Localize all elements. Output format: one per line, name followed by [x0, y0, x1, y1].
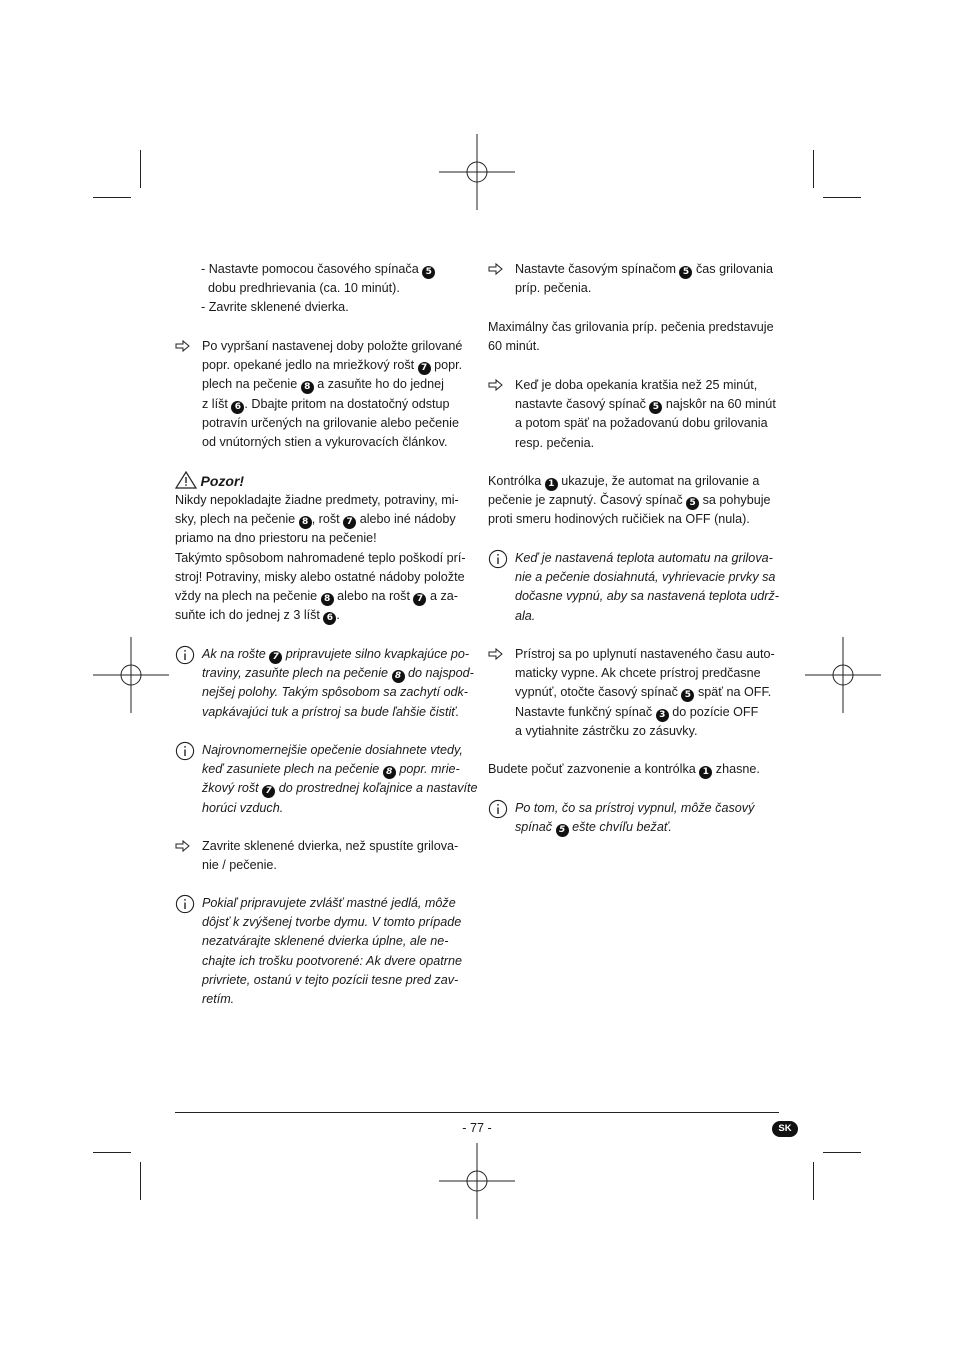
bell-line-1a: Budete počuť zazvonenie a kontrólka: [488, 762, 696, 776]
auto-off-line-1: Prístroj sa po uplynutí nastaveného času auto-: [515, 647, 775, 661]
warning-line-2b: , rošt: [311, 512, 340, 527]
info-icon: [175, 645, 195, 665]
warning-line-1: Nikdy nepokladajte žiadne predmety, potraviny, mi-: [175, 493, 459, 507]
note2-line-3a: žkový rošt: [202, 781, 259, 796]
auto-off-line-3b: späť na OFF.: [697, 685, 772, 700]
warning-line-7a: suňte ich do jednej z 3 líšt: [175, 608, 320, 623]
info-icon: [488, 549, 508, 569]
indicator-line-3: proti smeru hodinových ručičiek na OFF (nula).: [488, 512, 750, 527]
ref-7-icon: 7: [262, 785, 275, 798]
registration-crosshair-left: [93, 637, 169, 713]
warning-line-2a: sky, plech na pečenie: [175, 512, 296, 527]
indicator-line-2b: sa pohybuje: [702, 493, 771, 508]
note4-line-4: ala.: [515, 608, 536, 623]
preheat-step-1b: dobu predhrievania (ca. 10 minút).: [208, 281, 400, 296]
arrow-right-icon: [488, 647, 504, 661]
ref-7-icon: 7: [343, 516, 356, 529]
note5-line-2b: ešte chvíľu bežať.: [572, 820, 672, 835]
preheat-steps: [201, 260, 471, 318]
auto-off-line-5: a vytiahnite zástrčku zo zásuvky.: [515, 723, 698, 738]
place-food-line-4a: z líšt: [202, 396, 228, 411]
ref-8-icon: 8: [299, 516, 312, 529]
crop-mark: [813, 150, 814, 188]
info-icon: [175, 894, 195, 914]
note2-line-2b: popr. mrie-: [399, 762, 460, 777]
crop-mark: [93, 1152, 131, 1153]
set-timer-line-1a: Nastavte časovým spínačom: [515, 262, 676, 276]
preheat-step-1: - Nastavte pomocou časového spínača: [201, 262, 419, 276]
note1-line-1a: Ak na rošte: [202, 647, 266, 661]
note1-line-2b: do najspod-: [408, 666, 474, 681]
note3-line-2: dôjsť k zvýšenej tvorbe dymu. V tomto prípade: [202, 915, 462, 930]
info-icon: [488, 799, 508, 819]
set-timer-line-1b: čas grilovania: [695, 262, 773, 276]
max-time-paragraph: [488, 318, 788, 356]
arrow-right-icon: [175, 839, 191, 853]
language-badge: SK: [772, 1121, 798, 1137]
ref-3-icon: 3: [656, 709, 669, 722]
ref-7-icon: 7: [413, 593, 426, 606]
note3-line-3: nezatvárajte sklenené dvierka úplne, ale ne-: [202, 934, 449, 949]
auto-off-line-2: maticky vypne. Ak chcete prístroj predčasne: [515, 666, 761, 681]
ref-5-icon: 5: [556, 824, 569, 837]
bell-paragraph: [488, 760, 788, 779]
indicator-line-1a: Kontrólka: [488, 474, 542, 488]
note1-line-2a: traviny, zasuňte plech na pečenie: [202, 666, 388, 681]
close-door-line-2: nie / pečenie.: [202, 858, 277, 873]
max-time-line-1: Maximálny čas grilovania príp. pečenia predstavuje: [488, 320, 774, 334]
place-food-line-3b: a zasuňte ho do jednej: [317, 377, 444, 392]
warning-line-6a: vždy na plech na pečenie: [175, 589, 318, 604]
info-icon: [175, 741, 195, 761]
note3-line-6: retím.: [202, 992, 235, 1007]
note1-line-1b: pripravujete silno kvapkajúce po-: [285, 647, 470, 661]
arrow-right-icon: [488, 262, 504, 276]
warning-line-6b: alebo na rošt: [337, 589, 410, 604]
ref-5-icon: 5: [679, 266, 692, 279]
arrow-right-icon: [488, 378, 504, 392]
info-note-3: [175, 894, 475, 1009]
note1-line-3: nejšej polohy. Takým spôsobom sa zachytí odk-: [202, 685, 468, 700]
place-food-line-2a: popr. opekané jedlo na mriežkový rošt: [202, 358, 415, 373]
note1-line-4: vapkávajúci tuk a prístroj sa bude ľahšie čistiť.: [202, 704, 460, 719]
info-note-5: [488, 799, 788, 837]
registration-crosshair-right: [805, 637, 881, 713]
short-time-line-1: Keď je doba opekania kratšia než 25 minút,: [515, 378, 758, 392]
indicator-paragraph: [488, 472, 788, 530]
note4-line-2: nie a pečenie dosiahnutá, vyhrievacie prvky sa: [515, 570, 776, 585]
warning-line-7b: .: [336, 608, 340, 623]
ref-6-icon: 6: [323, 612, 336, 625]
info-note-4: [488, 549, 788, 626]
ref-8-icon: 8: [383, 766, 396, 779]
close-door-line-1: Zavrite sklenené dvierka, než spustíte grilova-: [202, 839, 459, 853]
indicator-line-1b: ukazuje, že automat na grilovanie a: [561, 474, 760, 488]
short-time-line-4: resp. pečenia.: [515, 435, 595, 450]
preheat-step-2: - Zavrite sklenené dvierka.: [201, 300, 349, 315]
footer-divider: [175, 1112, 779, 1113]
bell-line-1b: zhasne.: [715, 762, 760, 776]
note4-line-1: Keď je nastavená teplota automatu na grilova-: [515, 551, 773, 565]
warning-line-2c: alebo iné nádoby: [359, 512, 456, 527]
registration-crosshair-bottom: [439, 1143, 515, 1219]
place-food-line-5: potravín určených na grilovanie alebo pečenie: [202, 415, 459, 430]
note4-line-3: dočasne vypnú, aby sa nastavená teplota udrž-: [515, 589, 779, 604]
warning-block: [175, 471, 475, 625]
info-note-1: [175, 645, 475, 722]
set-timer-step: [488, 260, 788, 298]
crop-mark: [140, 1162, 141, 1200]
note5-line-2a: spínač: [515, 820, 553, 835]
indicator-line-2a: pečenie je zapnutý. Časový spínač: [488, 493, 683, 508]
ref-5-icon: 5: [681, 689, 694, 702]
place-food-step: [175, 337, 475, 452]
crop-mark: [823, 1152, 861, 1153]
auto-off-step: [488, 645, 788, 741]
max-time-line-2: 60 minút.: [488, 339, 540, 354]
ref-1-icon: 1: [545, 478, 558, 491]
close-door-step: [175, 837, 475, 875]
note2-line-1: Najrovnomernejšie opečenie dosiahnete vtedy,: [202, 743, 463, 757]
ref-5-icon: 5: [686, 497, 699, 510]
note3-line-1: Pokiaľ pripravujete zvlášť mastné jedlá, môže: [202, 896, 456, 910]
ref-8-icon: 8: [392, 670, 405, 683]
ref-8-icon: 8: [301, 381, 314, 394]
warning-line-6c: a za-: [429, 589, 458, 604]
place-food-line-1: Po vypršaní nastavenej doby položte grilované: [202, 339, 463, 353]
ref-7-icon: 7: [269, 651, 282, 664]
auto-off-line-4b: do pozície OFF: [672, 704, 759, 719]
warning-title: Pozor!: [200, 473, 245, 489]
auto-off-line-4a: Nastavte funkčný spínač: [515, 704, 653, 719]
ref-5-icon: 5: [649, 401, 662, 414]
ref-8-icon: 8: [321, 593, 334, 606]
note3-line-5: privriete, ostanú v tejto pozícii tesne pred zav-: [202, 972, 459, 987]
crop-mark: [813, 1162, 814, 1200]
registration-crosshair-top: [439, 134, 515, 210]
place-food-line-6: od vnútorných stien a vykurovacích článkov.: [202, 435, 448, 450]
place-food-line-2b: popr.: [434, 358, 463, 373]
short-time-line-3: a potom späť na požadovanú dobu grilovania: [515, 416, 768, 431]
ref-1-icon: 1: [699, 766, 712, 779]
ref-7-icon: 7: [418, 362, 431, 375]
crop-mark: [140, 150, 141, 188]
note5-line-1: Po tom, čo sa prístroj vypnul, môže časový: [515, 801, 755, 815]
short-time-line-2a: nastavte časový spínač: [515, 397, 646, 412]
set-timer-line-2: príp. pečenia.: [515, 281, 592, 296]
warning-line-3: priamo na dno priestoru na pečenie!: [175, 531, 377, 546]
crop-mark: [93, 197, 131, 198]
place-food-line-3a: plech na pečenie: [202, 377, 298, 392]
ref-6-icon: 6: [231, 401, 244, 414]
place-food-line-4b: . Dbajte pritom na dostatočný odstup: [244, 396, 450, 411]
arrow-right-icon: [175, 339, 191, 353]
page-number: - 77 -: [462, 1121, 492, 1135]
note3-line-4: chajte ich trošku pootvorené: Ak dvere opatrne: [202, 953, 462, 968]
info-note-2: [175, 741, 478, 818]
auto-off-line-3a: vypnúť, otočte časový spínač: [515, 685, 678, 700]
note2-line-4: horúci vzduch.: [202, 800, 284, 815]
warning-line-4: Takýmto spôsobom nahromadené teplo poškodí prí-: [175, 550, 466, 565]
short-time-step: [488, 376, 788, 453]
warning-line-5: stroj! Potraviny, misky alebo ostatné nádoby položte: [175, 569, 465, 584]
note2-line-2a: keď zasuniete plech na pečenie: [202, 762, 380, 777]
ref-5-icon: 5: [422, 266, 435, 279]
note2-line-3b: do prostrednej koľajnice a nastavíte: [278, 781, 478, 796]
crop-mark: [823, 197, 861, 198]
warning-triangle-icon: [175, 471, 197, 489]
short-time-line-2b: najskôr na 60 minút: [665, 397, 776, 412]
